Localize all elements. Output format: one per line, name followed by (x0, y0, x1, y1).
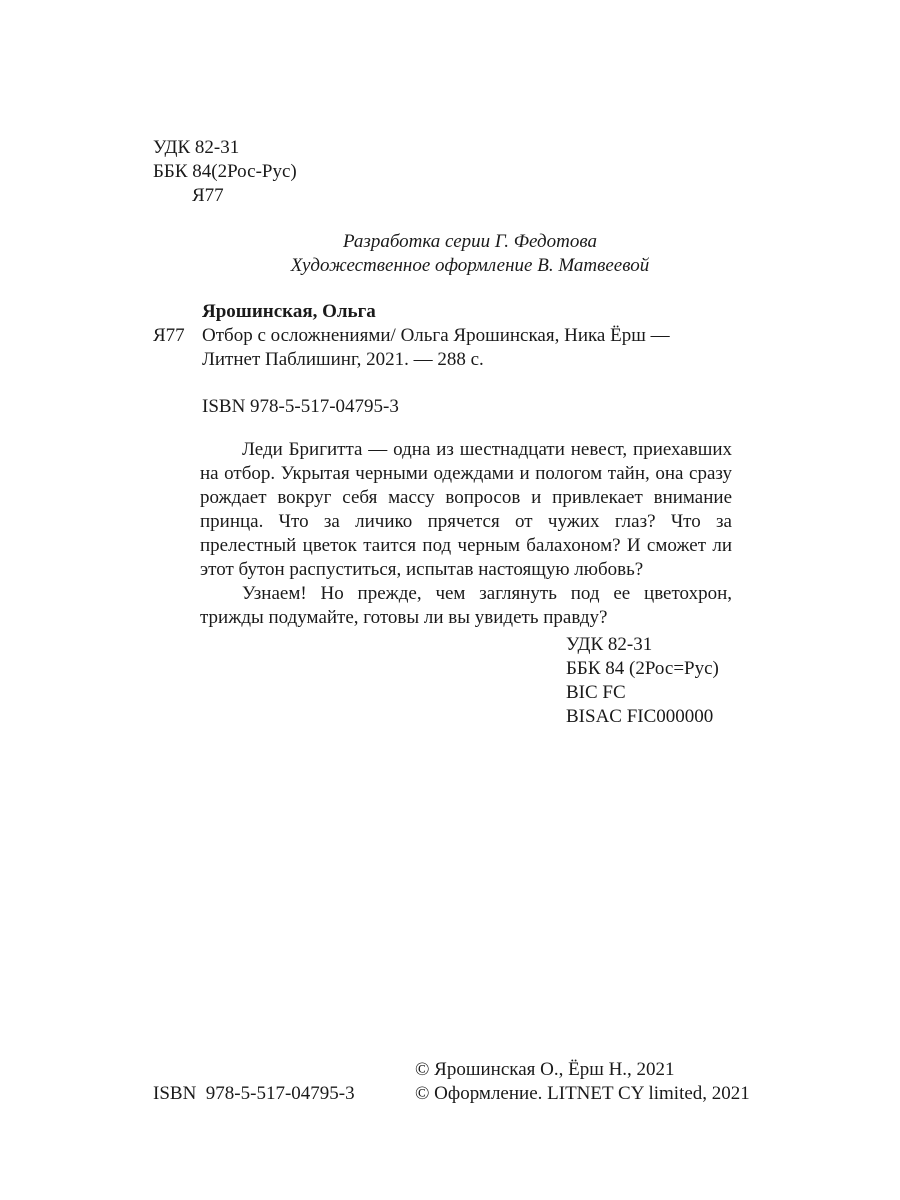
catalog-author: Ярошинская, Ольга (202, 301, 376, 322)
copyright-authors: © Ярошинская О., Ёрш Н., 2021 (415, 1059, 675, 1080)
art-credit: Художественное оформление В. Матвеевой (290, 255, 650, 276)
series-credit: Разработка серии Г. Федотова (343, 231, 597, 252)
top-author-mark: Я77 (192, 185, 224, 206)
annotation (200, 438, 732, 630)
top-bbk: ББК 84(2Рос-Рус) (153, 161, 297, 182)
class-bisac: BISAC FIC000000 (566, 706, 714, 727)
footer-isbn: ISBN 978-5-517-04795-3 (153, 1083, 355, 1104)
classification-block (566, 633, 719, 729)
annotation-paragraph-1: Леди Бригитта — одна из шестнадцати невест, приехавших на отбор. Укрытая черными одеждами и пологом тайн, она сразу рождает вокруг себя массу вопросов и привлекает внимание принца. Что за личико прячется от чужих глаз? Что за прелестный цветок таится под черным балахоном? И сможет ли этот бутон распуститься, испытав настоящую любовь? (200, 439, 732, 580)
copyright-block (415, 1058, 750, 1106)
annotation-paragraph-2: Узнаем! Но прежде, чем заглянуть под ее цветохрон, трижды подумайте, готовы ли вы увидеть правду? (200, 583, 732, 628)
class-bbk: ББК 84 (2Рос=Рус) (566, 658, 719, 679)
copyright-design: © Оформление. LITNET CY limited, 2021 (415, 1083, 750, 1104)
catalog-mark: Я77 (153, 325, 185, 346)
class-udk: УДК 82-31 (566, 634, 653, 655)
class-bic: BIC FC (566, 682, 626, 703)
catalog-description-line1: Отбор с осложнениями/ Ольга Ярошинская, Ника Ёрш — (202, 325, 670, 346)
catalog-description-line2: Литнет Паблишинг, 2021. — 288 с. (202, 349, 484, 370)
top-udk: УДК 82-31 (153, 137, 240, 158)
catalog-isbn: ISBN 978-5-517-04795-3 (202, 396, 399, 417)
